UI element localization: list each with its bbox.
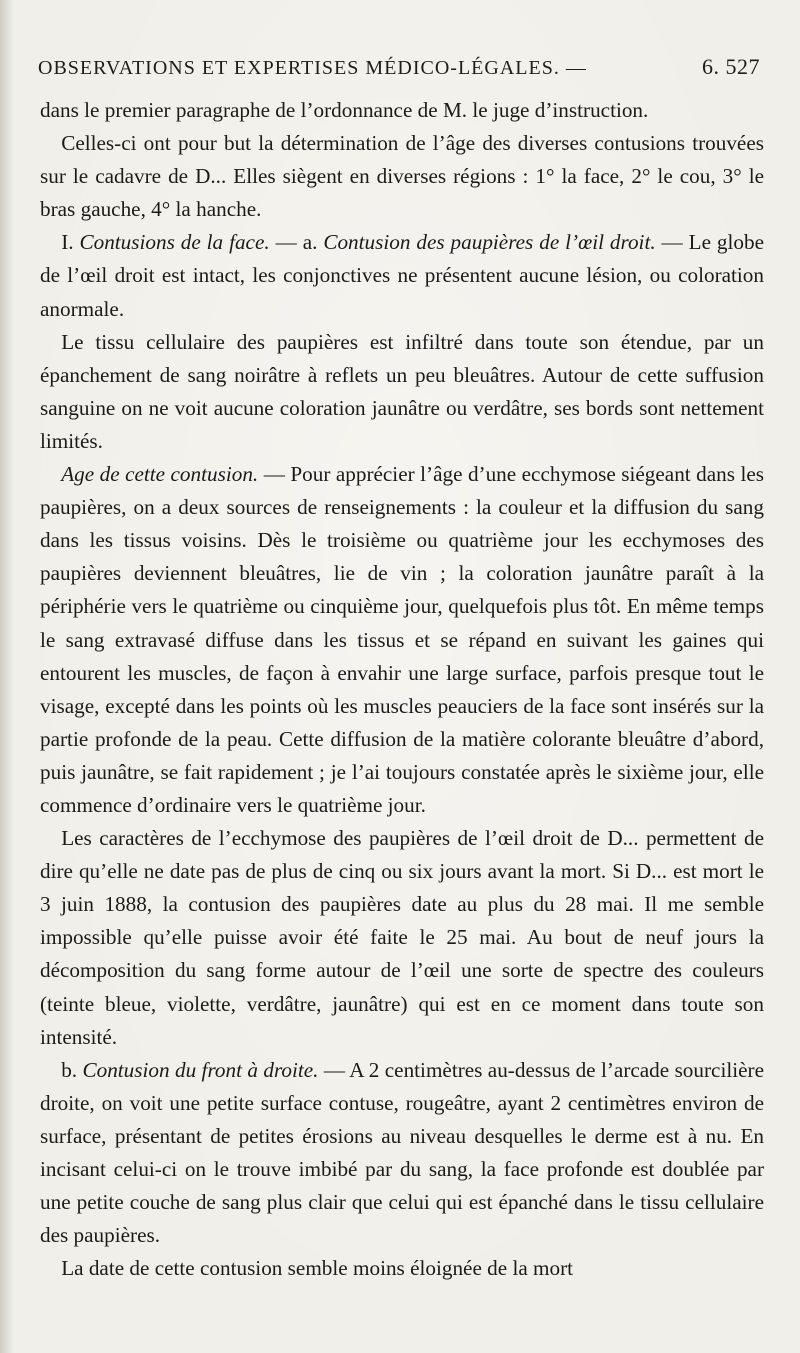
section-numeral: I. — [61, 230, 80, 255]
section-number: 6. — [702, 54, 720, 79]
paragraph-characteristics — [40, 822, 764, 1054]
body-text — [40, 94, 764, 1285]
paragraph-forehead-contusion — [40, 1054, 764, 1253]
paragraph-text: Le tissu cellulaire des paupières est infiltré dans toute son étendue, par un épanchement de sang noirâtre à reflets un peu bleuâtres. Autour de cette suffusion sanguine on ne voit aucune coloration jaunâtre ou verdâtre, ses bords sont nettement limités. — [40, 329, 764, 453]
subsection-heading: Age de cette contusion. — [61, 462, 259, 487]
running-title: OBSERVATIONS ET EXPERTISES MÉDICO-LÉGALES. — — [38, 57, 587, 79]
paragraph-text: Celles-ci ont pour but la détermination de l’âge des diverses contusions trouvées sur le cadavre de D... Elles siègent en diverses régions : 1° la face, 2° le cou, 3° le bras gauche, 4° la hanche. — [40, 131, 764, 222]
paragraph-continuation — [40, 94, 764, 127]
page-number: 527 — [725, 54, 760, 79]
subsection-heading: Contusion du front à droite. — [82, 1057, 319, 1082]
paragraph-text: — Pour apprécier l’âge d’une ecchymose siégeant dans les paupières, on a deux sources de renseignements : la couleur et la diffusion du sang dans les tissus voisins. Dès le troisième ou quatrième jour les ecchymoses des paupières deviennent bleuâtres, lie de vin ; la coloration jaunâtre paraît à la périphérie vers le quatrième ou cinquième jour, quelquefois plus tôt. En même temps le sang extravasé diffuse dans les tissus et se répand en suivant les gaines qui entourent les muscles, de façon à envahir une large surface, parfois presque tout le visage, excepté dans les points où les muscles peauciers de la face sont insérés sur la partie profonde de la peau. Cette diffusion de la matière colorante bleuâtre d’abord, puis jaunâtre, se fait rapidement ; je l’ai toujours constatée après le sixième jour, elle commence d’ordinaire vers le quatrième jour. — [40, 462, 764, 817]
paragraph-date-of-contusion — [40, 1252, 764, 1285]
subsection-letter: b. — [61, 1057, 83, 1082]
page-reference — [702, 54, 760, 80]
running-header — [38, 54, 760, 94]
section-heading: Contusions de la face. — [79, 230, 270, 255]
paragraph-objectives — [40, 127, 764, 226]
paragraph-cellular-tissue — [40, 326, 764, 458]
subsection-heading: Contusion des paupières de l’œil droit. — [323, 230, 656, 255]
paragraph-text: — Le globe de l’œil droit est intact, les conjonctives ne présentent aucune lésion, ou coloration anormale. — [40, 230, 765, 321]
paragraph-text: Les caractères de l’ecchymose des paupières de l’œil droit de D... permettent de dire qu’elle ne date pas de plus de cinq ou six jours avant la mort. Si D... est mort le 3 juin 1888, la contusion des paupières date au plus du 28 mai. Il me semble impossible qu’elle puisse avoir été faite le 25 mai. Au bout de neuf jours la décomposition du sang forme autour de l’œil une sorte de spectre des couleurs (teinte bleue, violette, verdâtre, jaunâtre) qui est en ce moment dans toute son intensité. — [40, 826, 764, 1049]
paragraph-text: La date de cette contusion semble moins éloignée de la mort — [61, 1256, 574, 1281]
page-gutter-shadow — [0, 0, 14, 1353]
paragraph-text: dans le premier paragraphe de l’ordonnance de M. le juge d’instruction. — [40, 98, 649, 122]
heading-separator: — a. — [269, 230, 324, 255]
paragraph-text: — A 2 centimètres au-dessus de l’arcade sourcilière droite, on voit une petite surface contuse, rougeâtre, ayant 2 centimètres environ de surface, présentant de petites érosions au niveau desquelles le derme est à nu. En incisant celui-ci on le trouve imbibé par du sang, la face profonde est doublée par une petite couche de sang plus clair que celui qui est épanché dans le tissu cellulaire des paupières. — [40, 1057, 764, 1248]
paragraph-age-of-contusion — [40, 458, 764, 822]
paragraph-face-contusions — [40, 226, 764, 325]
